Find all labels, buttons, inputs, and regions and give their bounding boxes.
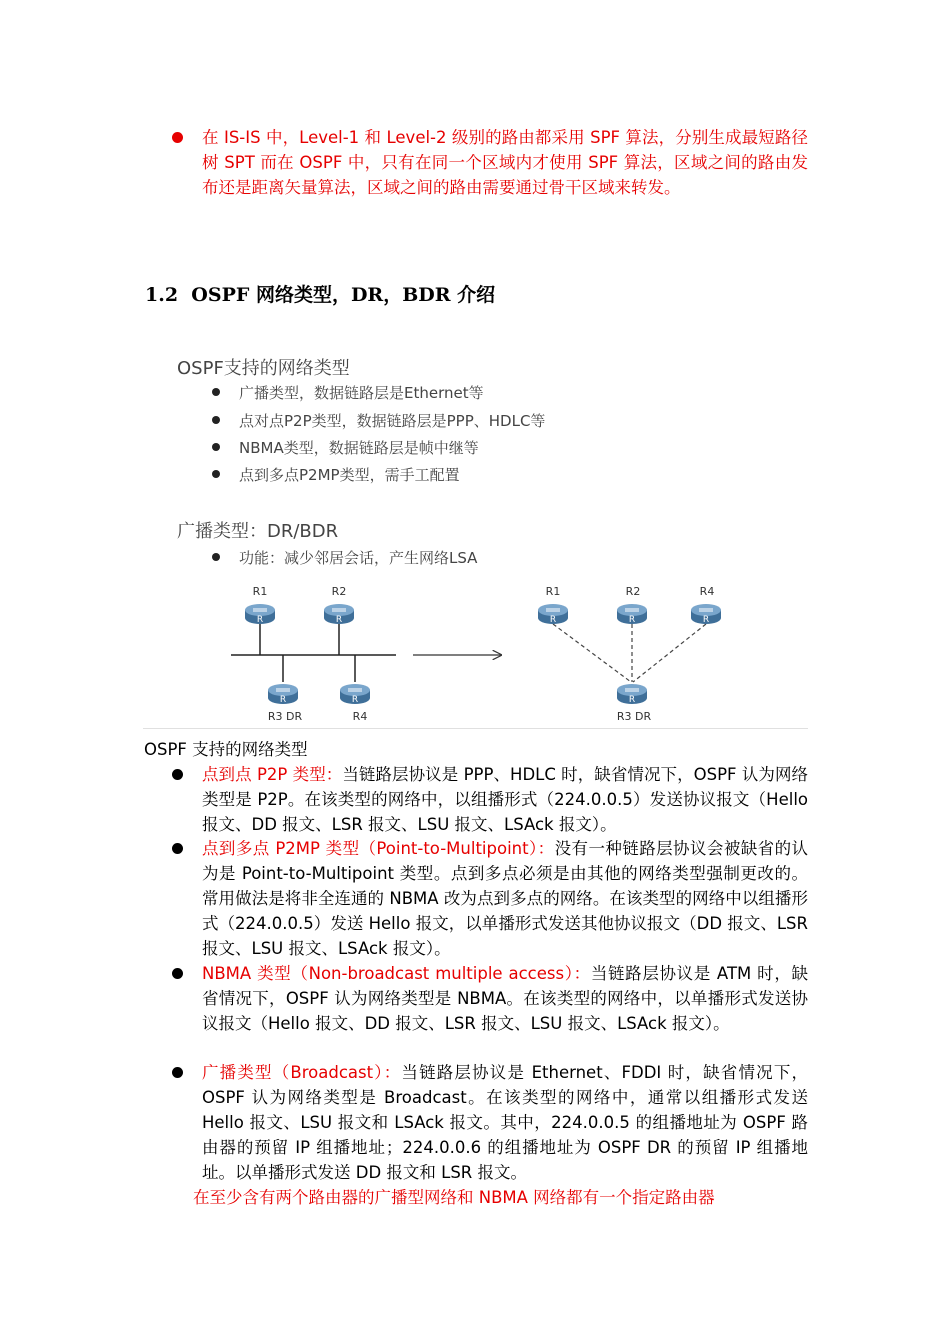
top-bullet (172, 125, 808, 200)
router-icon (268, 684, 298, 705)
router-label: R4 (352, 710, 368, 723)
bullet-dot (212, 443, 220, 451)
section-heading (145, 280, 495, 307)
type-name: 点到点 P2P 类型： (202, 765, 343, 784)
router-icon (340, 684, 370, 705)
type-desc: 当链路层协议是 ATM 时，缺省情况下，OSPF 认为网络类型是 NBMA。在该类型的网络中，以单播形式发送协议报文（Hello 报文、DD 报文、LSR 报文、LSU 报文、LSAck 报文）。 (202, 964, 809, 1033)
dr-intro-line: 在至少含有两个路由器的广播型网络和 NBMA 网络都有一个指定路由器 (193, 1188, 715, 1207)
router-icon (617, 684, 647, 705)
router-label: R1 (545, 585, 561, 598)
figure-subtitle: 广播类型：DR/BDR (177, 521, 339, 542)
router-label: R2 (625, 585, 641, 598)
type-bullet-broadcast (172, 1060, 808, 1185)
figure-bullet (239, 437, 479, 458)
type-desc: 当链路层协议是 Ethernet、FDDI 时，缺省情况下，OSPF 认为网络类型是 Broadcast。在该类型的网络中，通常以组播形式发送 Hello 报文、LSU 报文和 LSAck 报文。其中，224.0.0.5 的组播地址为 OSPF 路由器的预留 IP 组播地址；224.0.0.6 的组播地址为 OSPF DR 的预留 IP 组播地址。以单播形式发送 DD 报文和 LSR 报文。 (202, 1063, 809, 1182)
router-icon (245, 604, 275, 625)
type-desc: 当链路层协议是 PPP、HDLC 时，缺省情况下，OSPF 认为网络类型是 P2P。在该类型的网络中，以组播形式（224.0.0.5）发送协议报文（Hello 报文、DD 报文、LSR 报文、LSU 报文、LSAck 报文）。 (202, 765, 809, 834)
router-label: R1 (252, 585, 268, 598)
figure-bullet (239, 464, 460, 485)
type-bullet-p2mp (172, 836, 808, 961)
figure-title: OSPF支持的网络类型 (177, 358, 350, 379)
type-bullet-p2p (172, 762, 808, 837)
router-icon (324, 604, 354, 625)
bullet-dot (172, 132, 183, 143)
figure-bullet (239, 410, 545, 431)
type-name: NBMA 类型（Non-broadcast multiple access）： (202, 964, 591, 983)
router-label: R3 DR (616, 710, 652, 723)
bullet-dot (172, 769, 183, 780)
type-desc: 没有一种链路层协议会被缺省的认为是 Point-to-Multipoint 类型。点到多点必须是由其他的网络类型强制更改的。常用做法是将非全连通的 NBMA 改为点到多点的网络。在该类型的网络中以组播形式（224.0.0.5）发送 Hello 报文，以单播形式发送其他协议报文（DD 报文、LSR 报文、LSU 报文、LSAck 报文）。 (202, 839, 808, 958)
figure-sub-bullet-text: 功能：减少邻居会话，产生网络LSA (239, 549, 478, 567)
figure-bullet-text: 点对点P2P类型，数据链路层是PPP、HDLC等 (239, 412, 546, 430)
network-types-figure (139, 340, 808, 729)
dr-diagram: R R1 R2 R3 DR R4 R1 R2 R4 R3 DR (143, 578, 808, 728)
adjacency-link (553, 624, 631, 682)
figure-bullet-text: 广播类型，数据链路层是Ethernet等 (239, 384, 484, 402)
figure-bullet-text: NBMA类型，数据链路层是帧中继等 (239, 439, 479, 457)
section-title: OSPF 网络类型，DR，BDR 介绍 (191, 284, 496, 306)
figure-bullet (239, 382, 484, 403)
bullet-dot (172, 968, 183, 979)
bullet-dot (212, 470, 220, 478)
top-bullet-text: 在 IS-IS 中，Level-1 和 Level-2 级别的路由都采用 SPF 算法，分别生成最短路径树 SPT 而在 OSPF 中，只有在同一个区域内才使用 SPF 算法，区域之间的路由发布还是距离矢量算法，区域之间的路由需要通过骨干区域来转发。 (202, 128, 808, 197)
router-icon (691, 604, 721, 625)
section-number: 1.2 (145, 284, 179, 306)
figure-sub-bullet (239, 547, 477, 568)
type-name: 广播类型（Broadcast）： (202, 1063, 402, 1082)
type-name: 点到多点 P2MP 类型（Point-to-Multipoint）： (202, 839, 555, 858)
router-label: R2 (331, 585, 347, 598)
figure-bullet-text: 点到多点P2MP类型，需手工配置 (239, 466, 460, 484)
router-label: R3 DR (267, 710, 303, 723)
figure-caption: OSPF 支持的网络类型 (144, 740, 308, 759)
router-icon (538, 604, 568, 625)
bullet-dot (212, 416, 220, 424)
bullet-dot (172, 1067, 183, 1078)
bullet-dot (212, 388, 220, 396)
router-label: R4 (699, 585, 715, 598)
adjacency-link (633, 624, 706, 682)
type-bullet-nbma (172, 961, 808, 1036)
bullet-dot (212, 553, 220, 561)
router-icon (617, 604, 647, 625)
bullet-dot (172, 843, 183, 854)
